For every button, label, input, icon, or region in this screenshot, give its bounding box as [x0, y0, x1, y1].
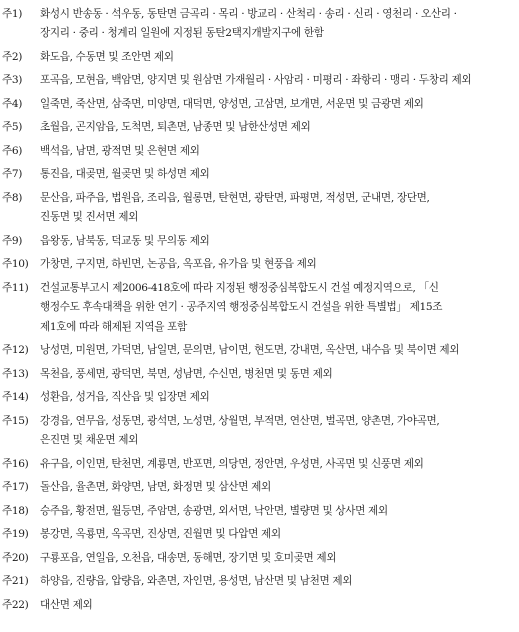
footnote-item [2, 572, 515, 591]
footnote-text-line: 은진면 및 채운면 제외 [40, 434, 139, 447]
footnote-label: 주6) [2, 144, 23, 157]
footnote-item [2, 455, 515, 474]
footnote-item [2, 478, 515, 497]
footnote-text-line: 제1호에 따라 해제된 지역을 포함 [40, 320, 187, 333]
footnote-text [40, 5, 515, 44]
footnote-text-line: 진동면 및 진서면 제외 [40, 211, 139, 224]
footnote-list [2, 5, 515, 619]
footnote-text-line: 화성시 반송동 · 석우동, 동탄면 금곡리 · 목리 · 방교리 · 산척리 · 송리 · 신리 · 영천리 · 오산리 · [40, 8, 457, 20]
footnote-item [2, 412, 515, 451]
footnote-label: 주3) [2, 74, 23, 87]
footnote-item [2, 596, 515, 615]
footnote-text-line: 유구읍, 이인면, 탄천면, 계룡면, 반포면, 의당면, 정안면, 우성면, 사곡면 및 신풍면 제외 [40, 457, 424, 470]
footnote-item [2, 142, 515, 161]
footnote-label: 주11) [2, 281, 29, 294]
footnote-text-line: 통진읍, 대곶면, 월곶면 및 하성면 제외 [40, 168, 210, 181]
footnote-label: 주12) [2, 344, 29, 357]
footnote-text-line: 행정수도 후속대책을 위한 연기 · 공주지역 행정중심복합도시 건설을 위한 특별법」 제15조 [40, 301, 443, 314]
footnote-label: 주7) [2, 168, 23, 181]
footnote-label: 주4) [2, 97, 23, 110]
footnote-text [40, 412, 515, 451]
footnote-text-line: 대산면 제외 [40, 598, 93, 611]
footnote-text-line: 돌산읍, 율촌면, 화양면, 남면, 화정면 및 삼산면 제외 [40, 481, 271, 494]
footnote-item [2, 165, 515, 184]
footnote-text [40, 341, 515, 360]
footnote-text [40, 455, 515, 474]
footnote-text-line: 초월읍, 곤지암읍, 도척면, 퇴촌면, 남종면 및 남한산성면 제외 [40, 121, 311, 134]
footnote-text-line: 일죽면, 죽산면, 삼죽면, 미양면, 대덕면, 양성면, 고삼면, 보개면, 서운면 및 금광면 제외 [40, 97, 424, 110]
footnote-item [2, 48, 515, 67]
footnote-text [40, 48, 515, 67]
footnote-text-line: 가창면, 구지면, 하빈면, 논공읍, 옥포읍, 유가읍 및 현풍읍 제외 [40, 258, 317, 271]
footnote-text-line: 목천읍, 풍세면, 광덕면, 북면, 성남면, 수신면, 병천면 및 동면 제외 [40, 367, 333, 380]
footnote-text-line: 성환읍, 성거읍, 직산읍 및 입장면 제외 [40, 391, 210, 404]
footnote-text-line: 승주읍, 황전면, 월등면, 주암면, 송광면, 외서면, 낙안면, 별량면 및 상사면 제외 [40, 504, 388, 517]
footnote-text-line: 백석읍, 남면, 광적면 및 은현면 제외 [40, 144, 200, 157]
footnote-label: 주17) [2, 481, 29, 494]
footnote-label: 주22) [2, 598, 29, 611]
footnote-text-line: 읍왕동, 남북동, 덕교동 및 무의동 제외 [40, 234, 210, 247]
footnote-item [2, 525, 515, 544]
footnote-label: 주20) [2, 551, 29, 564]
footnote-item [2, 388, 515, 407]
footnote-label: 주1) [2, 8, 23, 20]
footnote-text-line: 강경읍, 연무읍, 성동면, 광석면, 노성면, 상월면, 부적면, 연산면, 벌곡면, 양촌면, 가야곡면, [40, 414, 440, 427]
footnote-item [2, 279, 515, 337]
footnote-label: 주13) [2, 367, 29, 380]
footnote-label: 주5) [2, 121, 23, 134]
footnote-item [2, 549, 515, 568]
footnote-label: 주18) [2, 504, 29, 517]
footnote-text [40, 232, 515, 251]
footnote-text [40, 71, 515, 90]
footnote-text-line: 문산읍, 파주읍, 법원읍, 조리읍, 월롱면, 탄현면, 광탄면, 파평면, 적성면, 군내면, 장단면, [40, 191, 430, 204]
footnote-item [2, 341, 515, 360]
footnote-text-line: 건설교통부고시 제2006-418호에 따라 지정된 행정중심복합도시 건설 예정지역으로, 「신 [40, 281, 439, 294]
footnote-item [2, 95, 515, 114]
footnote-text [40, 118, 515, 137]
footnote-text [40, 478, 515, 497]
footnote-item [2, 255, 515, 274]
footnote-text-line: 장지리 · 중리 · 청계리 일원에 지정된 동탄2택지개발지구에 한함 [40, 27, 324, 40]
footnote-item [2, 232, 515, 251]
footnote-label: 주14) [2, 391, 29, 404]
footnote-text [40, 189, 515, 228]
footnote-label: 주15) [2, 414, 29, 427]
footnote-item [2, 502, 515, 521]
footnote-item [2, 118, 515, 137]
footnote-label: 주16) [2, 457, 29, 470]
footnote-item [2, 365, 515, 384]
footnote-text [40, 596, 515, 615]
footnote-label: 주9) [2, 234, 23, 247]
footnote-label: 주21) [2, 575, 29, 588]
footnote-text [40, 388, 515, 407]
footnote-label: 주10) [2, 258, 29, 271]
footnote-label: 주8) [2, 191, 23, 204]
footnote-text [40, 549, 515, 568]
footnote-text [40, 502, 515, 521]
footnote-text [40, 525, 515, 544]
footnote-label: 주2) [2, 50, 23, 63]
footnote-label: 주19) [2, 528, 29, 541]
footnote-text [40, 279, 515, 337]
footnote-item [2, 71, 515, 90]
footnote-text-line: 포곡읍, 모현읍, 백암면, 양지면 및 원삼면 가재월리 · 사암리 · 미평리 · 좌항리 · 맹리 · 두창리 제외 [40, 74, 472, 87]
footnote-text-line: 구룡포읍, 연일읍, 오천읍, 대송면, 동해면, 장기면 및 호미곶면 제외 [40, 551, 337, 564]
footnote-text-line: 낭성면, 미원면, 가덕면, 남일면, 문의면, 남이면, 현도면, 강내면, 옥산면, 내수읍 및 북이면 제외 [40, 344, 460, 357]
footnote-text [40, 365, 515, 384]
footnote-text [40, 142, 515, 161]
footnote-text [40, 165, 515, 184]
footnote-item [2, 189, 515, 228]
footnote-text-line: 하양읍, 진량읍, 압량읍, 와촌면, 자인면, 용성면, 남산면 및 남천면 제외 [40, 575, 353, 588]
footnote-text [40, 255, 515, 274]
footnote-text [40, 572, 515, 591]
footnote-item [2, 5, 515, 44]
footnote-text-line: 봉강면, 옥룡면, 옥곡면, 진상면, 진월면 및 다압면 제외 [40, 528, 281, 541]
footnote-text [40, 95, 515, 114]
footnote-text-line: 화도읍, 수동면 및 조안면 제외 [40, 50, 174, 63]
